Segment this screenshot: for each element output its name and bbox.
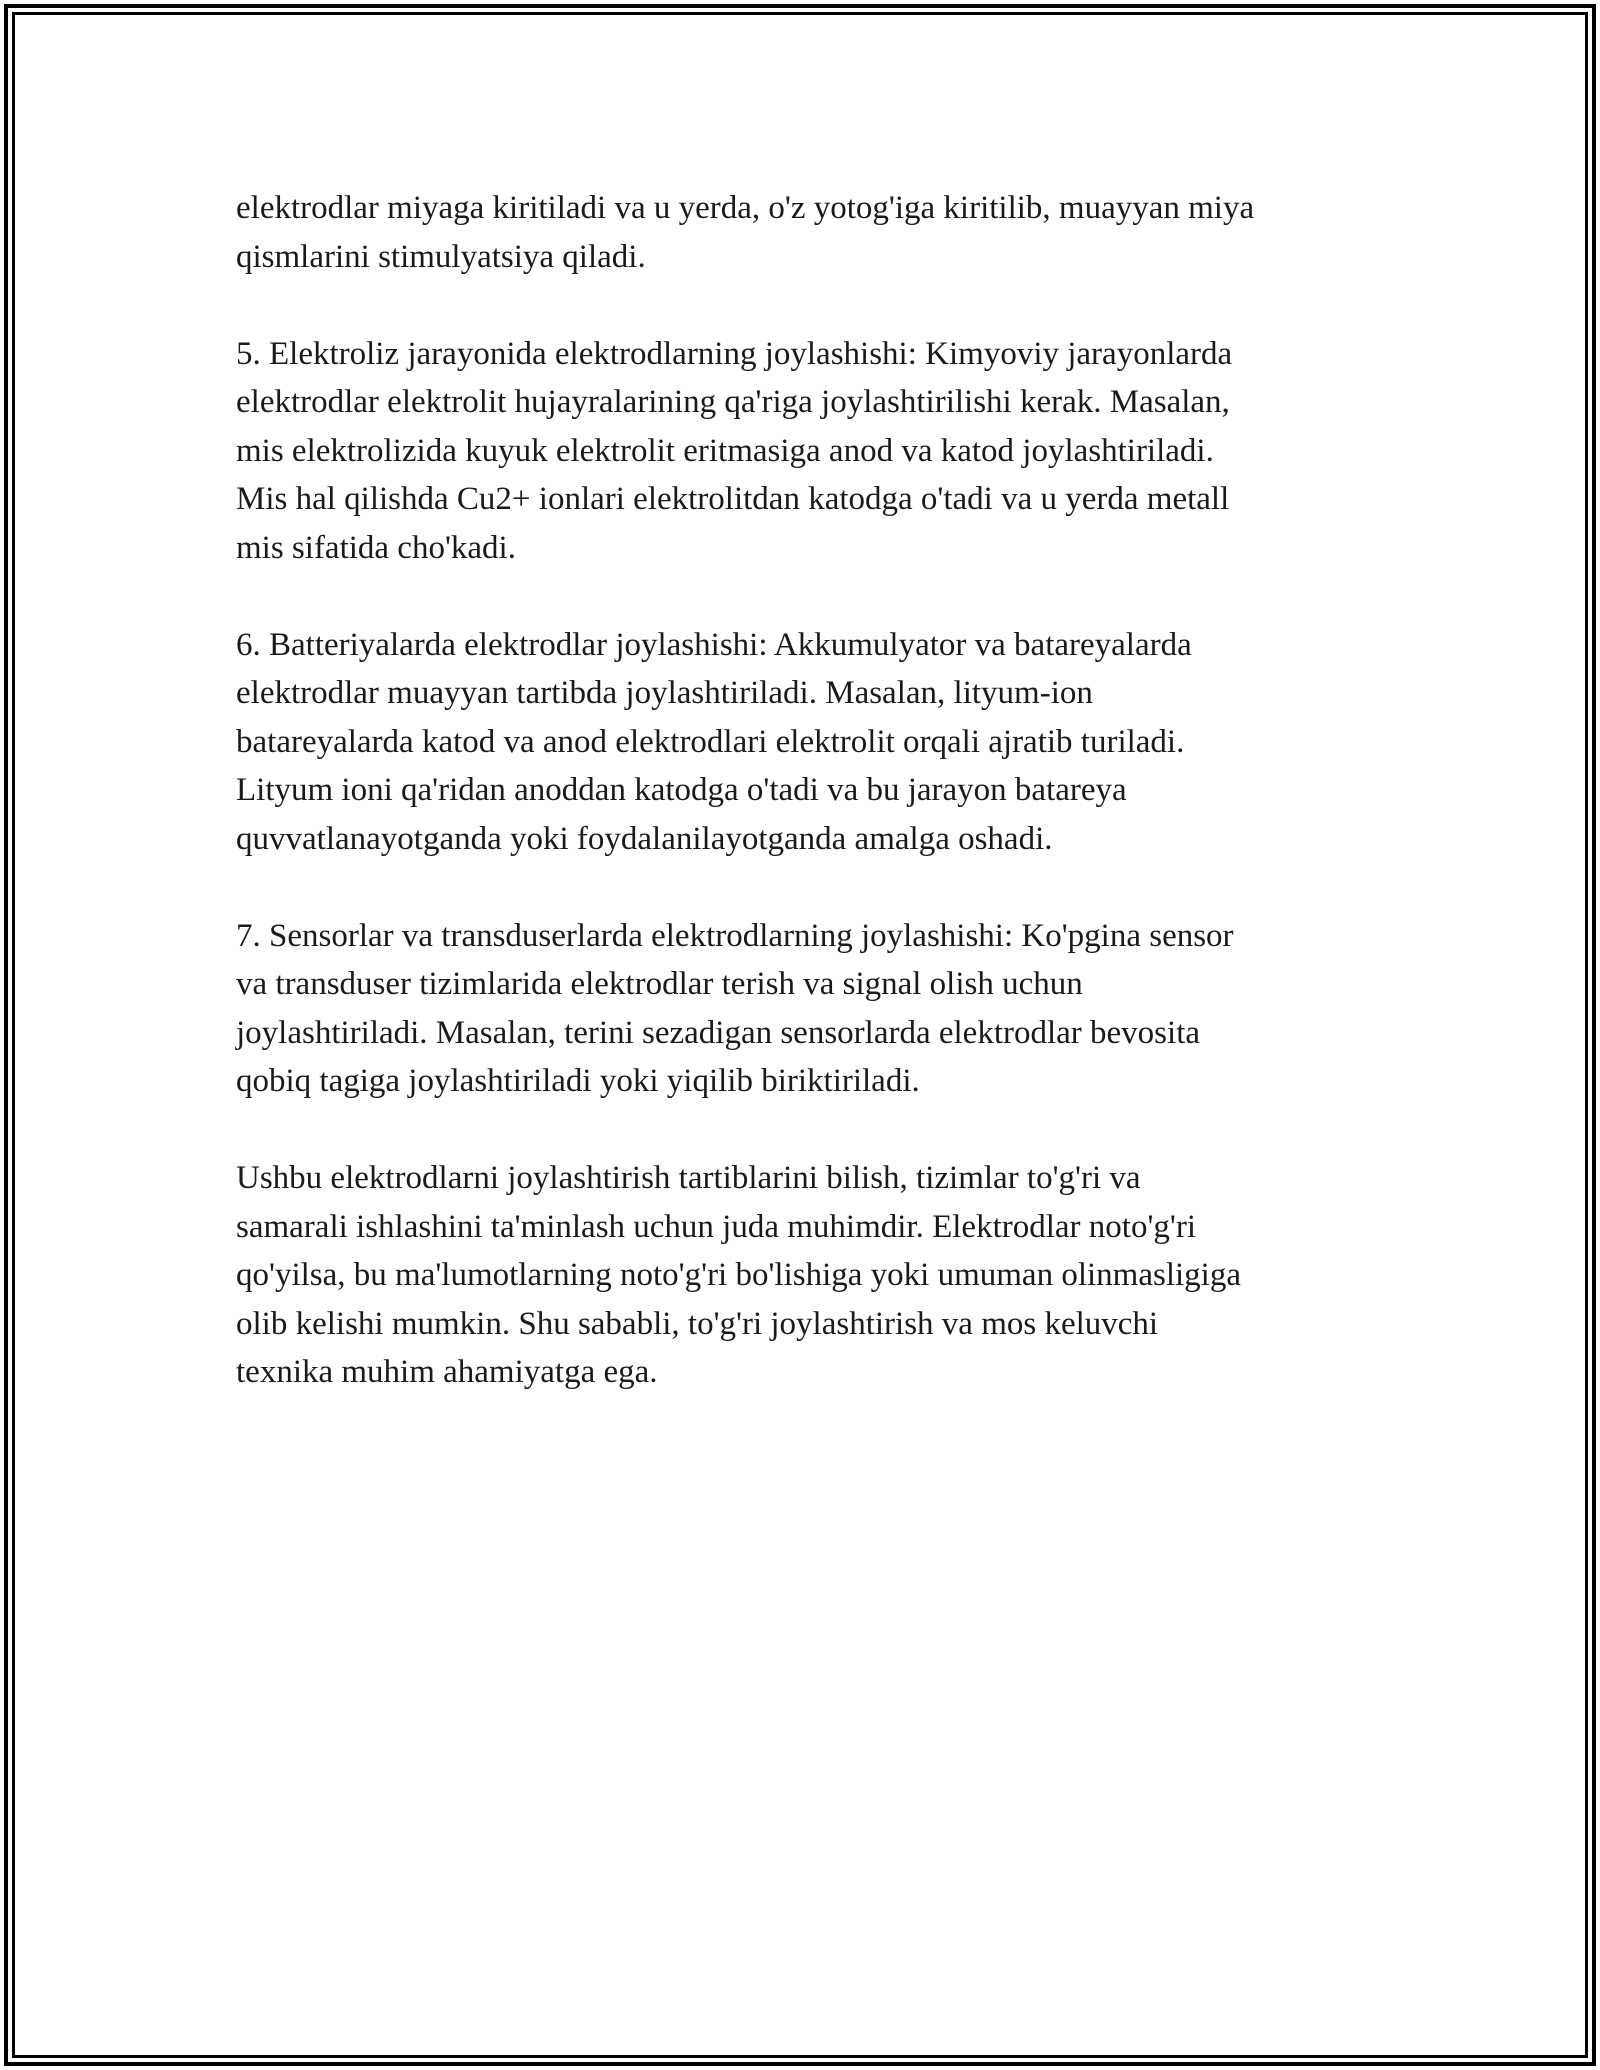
document-body [236, 184, 1396, 1445]
paragraph-electrolysis: 5. Elektroliz jarayonida elektrodlarning joylashishi: Kimyoviy jarayonlarda elektrodlar elektrolit hujayralarining qa'riga joylashtirilishi kerak. Masalan, mis elektrolizida kuyuk elektrolit eritmasiga anod va katod joylashtiriladi. Mis hal qilishda Cu2+ ionlari elektrolitdan katodga o'tadi va u yerda metall mis sifatida cho'kadi. [236, 335, 1233, 566]
paragraph-batteries: 6. Batteriyalarda elektrodlar joylashishi: Akkumulyator va batareyalarda elektrodlar muayyan tartibda joylashtiriladi. Masalan, lityum-ion batareyalarda katod va anod elektrodlari elektrolit orqali ajratib turiladi. Lityum ioni qa'ridan anoddan katodga o'tadi va bu jarayon batareya quvvatlanayotganda yoki foydalanilayotganda amalga oshadi. [236, 626, 1192, 857]
paragraph-sensors: 7. Sensorlar va transduserlarda elektrodlarning joylashishi: Ko'pgina sensor va transduser tizimlarida elektrodlar terish va signal olish uchun joylashtiriladi. Masalan, terini sezadigan sensorlarda elektrodlar bevosita qobiq tagiga joylashtiriladi yoki yiqilib biriktiriladi. [236, 917, 1234, 1099]
paragraph-conclusion: Ushbu elektrodlarni joylashtirish tartiblarini bilish, tizimlar to'g'ri va samarali ishlashini ta'minlash uchun juda muhimdir. Elektrodlar noto'g'ri qo'yilsa, bu ma'lumotlarning noto'g'ri bo'lishiga yoki umuman olinmasligiga olib kelishi mumkin. Shu sababli, to'g'ri joylashtirish va mos keluvchi texnika muhim ahamiyatga ega. [236, 1160, 1241, 1390]
paragraph-continuation: elektrodlar miyaga kiritiladi va u yerda, o'z yotog'iga kiritilib, muayyan miya qismlarini stimulyatsiya qiladi. [236, 190, 1255, 275]
